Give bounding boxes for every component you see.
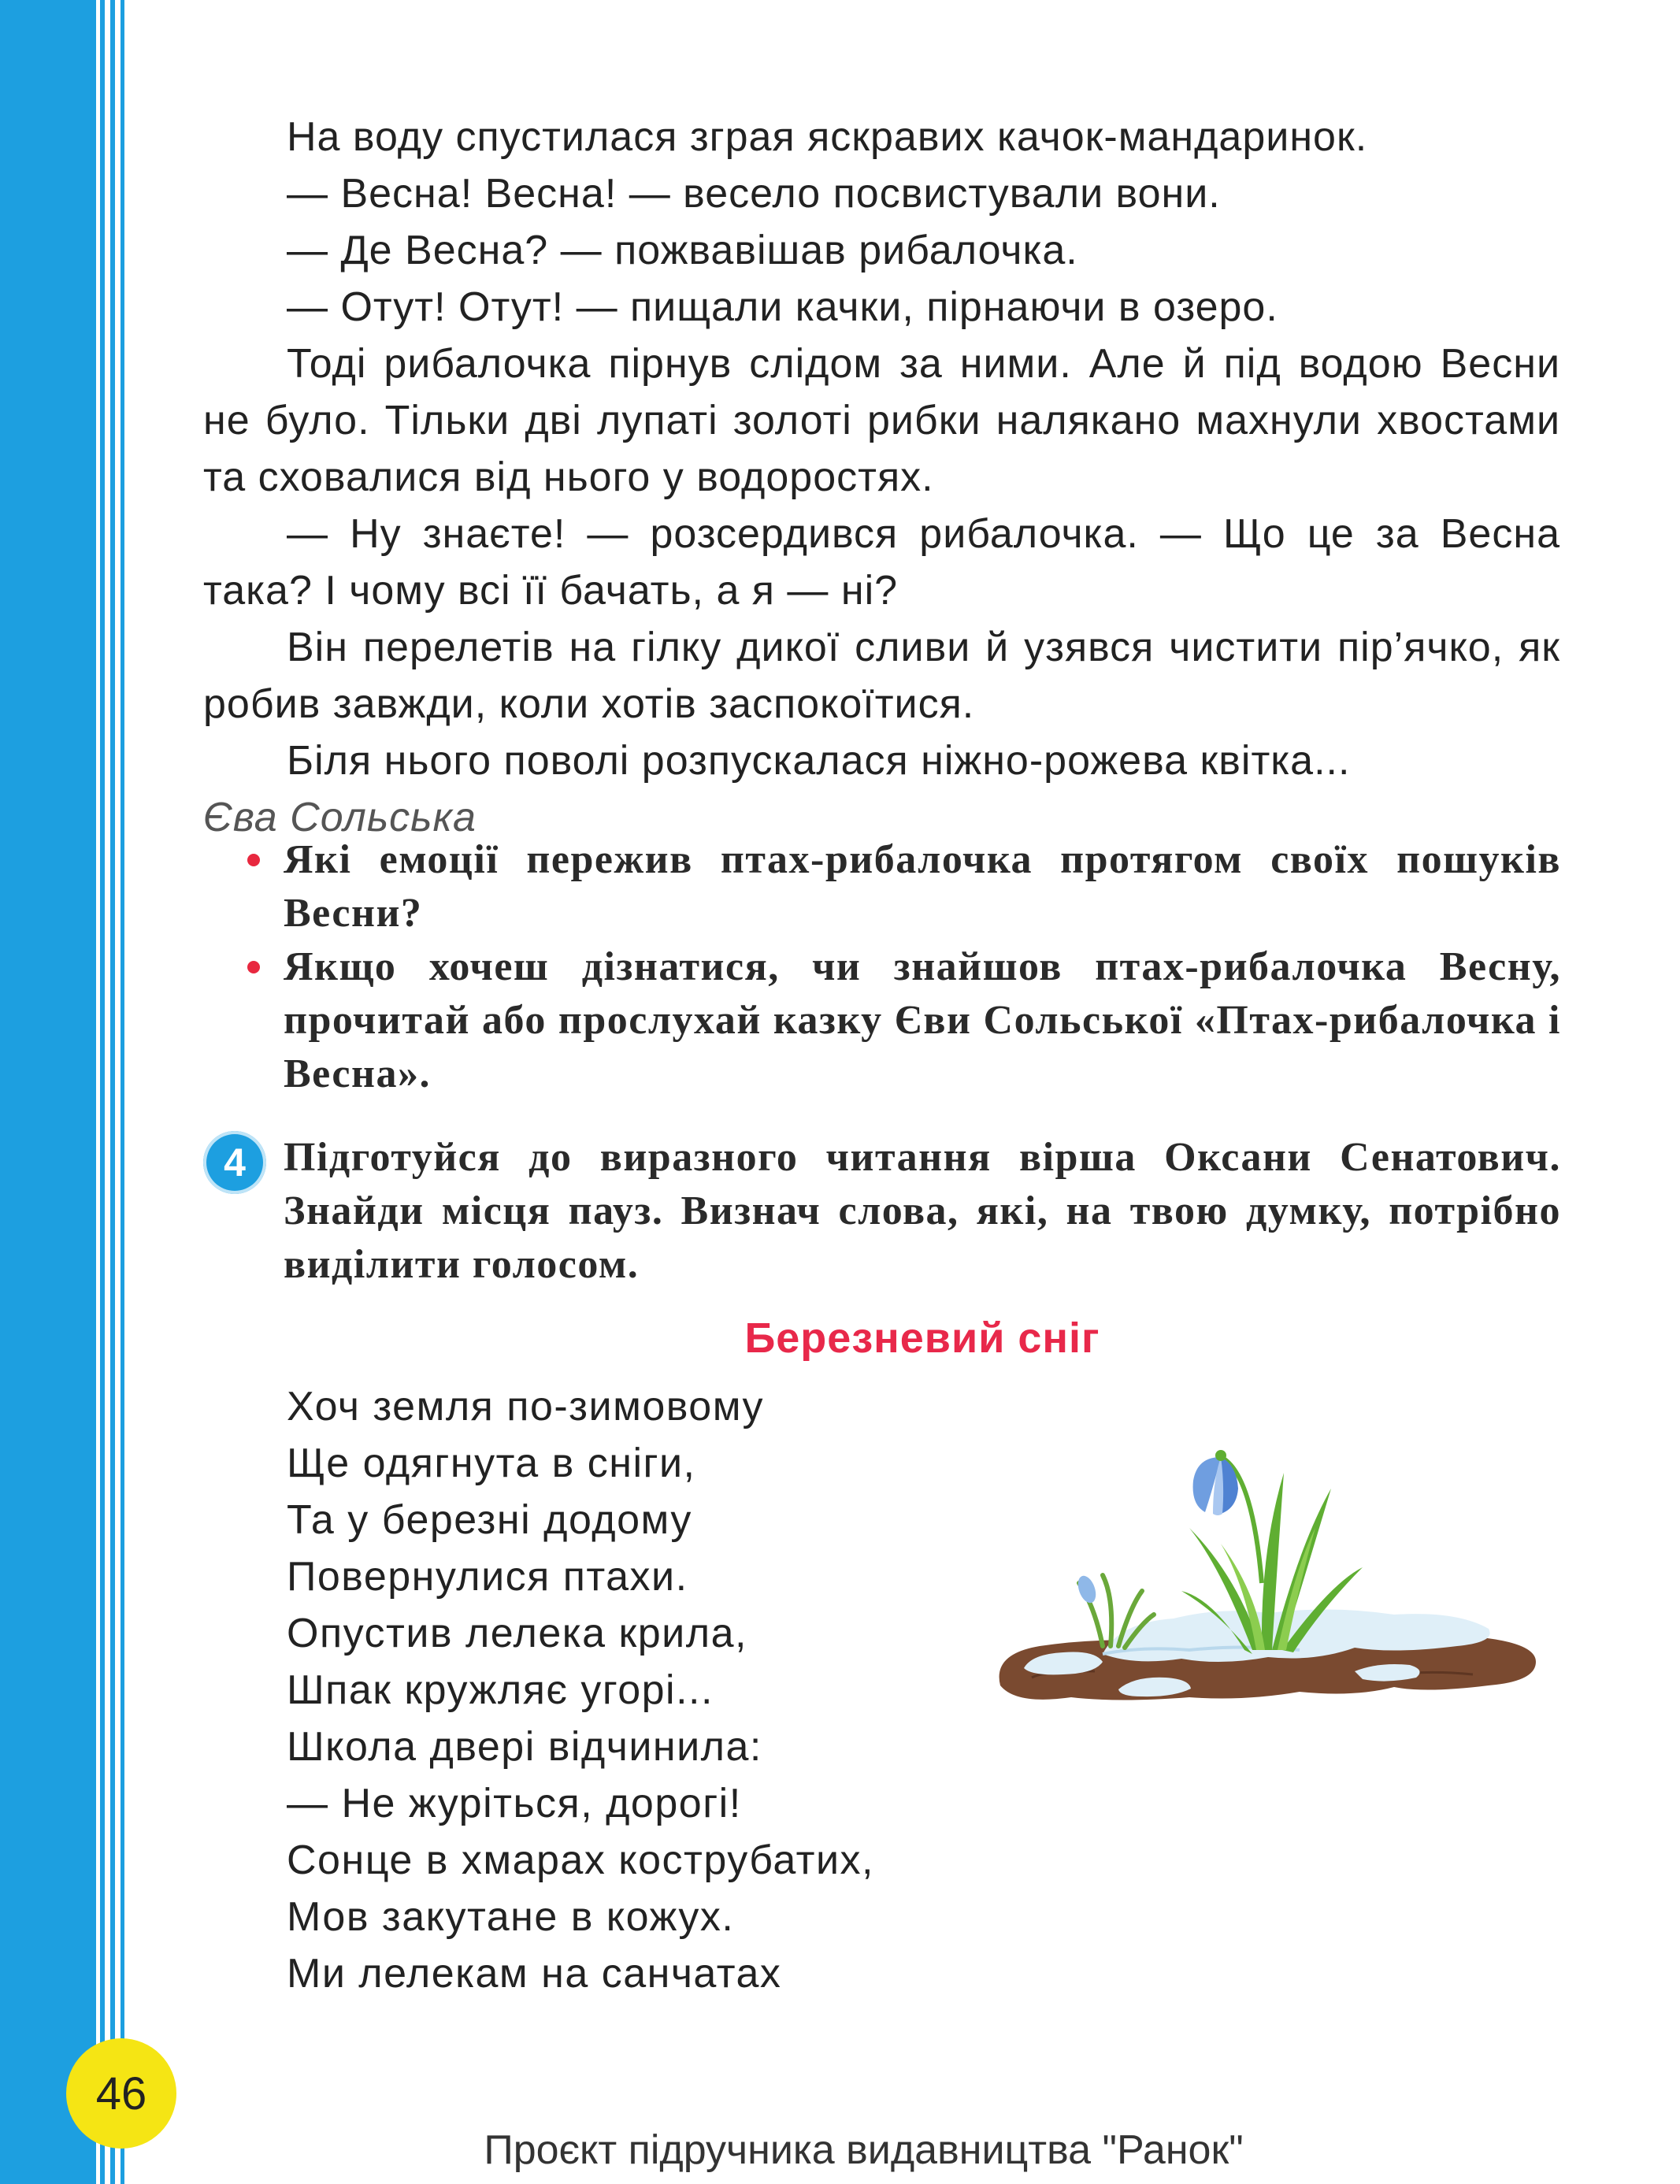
- poem-title: Березневий сніг: [744, 1314, 1100, 1362]
- poem-line: Сонце в хмарах кострубатих,: [287, 1837, 874, 1883]
- story-paragraph: Тоді рибалочка пірнув слідом за ними. Але й під водою Весни не було. Тільки дві лупаті золоті рибки налякано махнули хвостами та сховалися від нього у водоростях.: [203, 341, 1560, 500]
- poem-lines: [287, 1378, 874, 2002]
- story-paragraph: Біля нього поволі розпускалася ніжно-рожева квітка...: [287, 738, 1351, 784]
- poem-line: Мов закутане в кожух.: [287, 1894, 735, 1940]
- footer-note: Проєкт підручника видавництва "Ранок": [484, 2127, 1244, 2173]
- question-list: [284, 833, 1561, 1101]
- story-paragraph: — Де Весна? — пожвавішав рибалочка.: [287, 228, 1078, 273]
- story-author: Єва Сольська: [203, 795, 477, 840]
- story-paragraph: — Ну знаєте! — розсердився рибалочка. — Що це за Весна така? І чому всі її бачать, а я — ні?: [203, 511, 1560, 614]
- task-number-badge: 4: [203, 1131, 266, 1194]
- poem-line: Хоч земля по-зимовому: [287, 1384, 765, 1429]
- story-paragraph: Він перелетів на гілку дикої сливи й узявся чистити пір’ячко, як робив завжди, коли хотів заспокоїтися.: [203, 625, 1560, 727]
- poem-line: Ще одягнута в сніги,: [287, 1441, 696, 1486]
- question-item: [284, 940, 1561, 1101]
- task-instruction: Підготуйся до виразного читання вірша Оксани Сенатович. Знайди місця пауз. Визнач слова, які, на твою думку, потрібно виділити голосом.: [284, 1135, 1561, 1287]
- poem-line: Шпак кружляє угорі...: [287, 1667, 714, 1713]
- poem-line: Опустив лелека крила,: [287, 1611, 747, 1656]
- bullet-icon: [247, 961, 260, 973]
- poem-line: Школа двері відчинила:: [287, 1724, 762, 1770]
- poem-line: Ми лелекам на санчатах: [287, 1951, 782, 1997]
- decorative-sidebar: [0, 0, 134, 2184]
- page-number: 46: [66, 2038, 176, 2149]
- question-text: Якщо хочеш дізнатися, чи знайшов птах-рибалочка Весну, прочитай або прослухай казку Єви Сольської «Птах-рибалочка і Весна».: [284, 944, 1561, 1096]
- story-paragraph: — Весна! Весна! — весело посвистували вони.: [287, 171, 1221, 217]
- question-item: [284, 833, 1561, 940]
- story-paragraph: На воду спустилася зграя яскравих качок-мандаринок.: [287, 114, 1368, 160]
- question-text: Які емоції пережив птах-рибалочка протягом своїх пошуків Весни?: [284, 837, 1561, 936]
- snowdrop-illustration: [985, 1426, 1552, 1741]
- poem-line: — Не журіться, дорогі!: [287, 1781, 742, 1826]
- poem-line: Та у березні додому: [287, 1497, 692, 1543]
- poem-line: Повернулися птахи.: [287, 1554, 688, 1600]
- story-paragraph: — Отут! Отут! — пищали качки, пірнаючи в озеро.: [287, 284, 1278, 330]
- story-text: [203, 109, 1560, 846]
- bullet-icon: [247, 854, 260, 866]
